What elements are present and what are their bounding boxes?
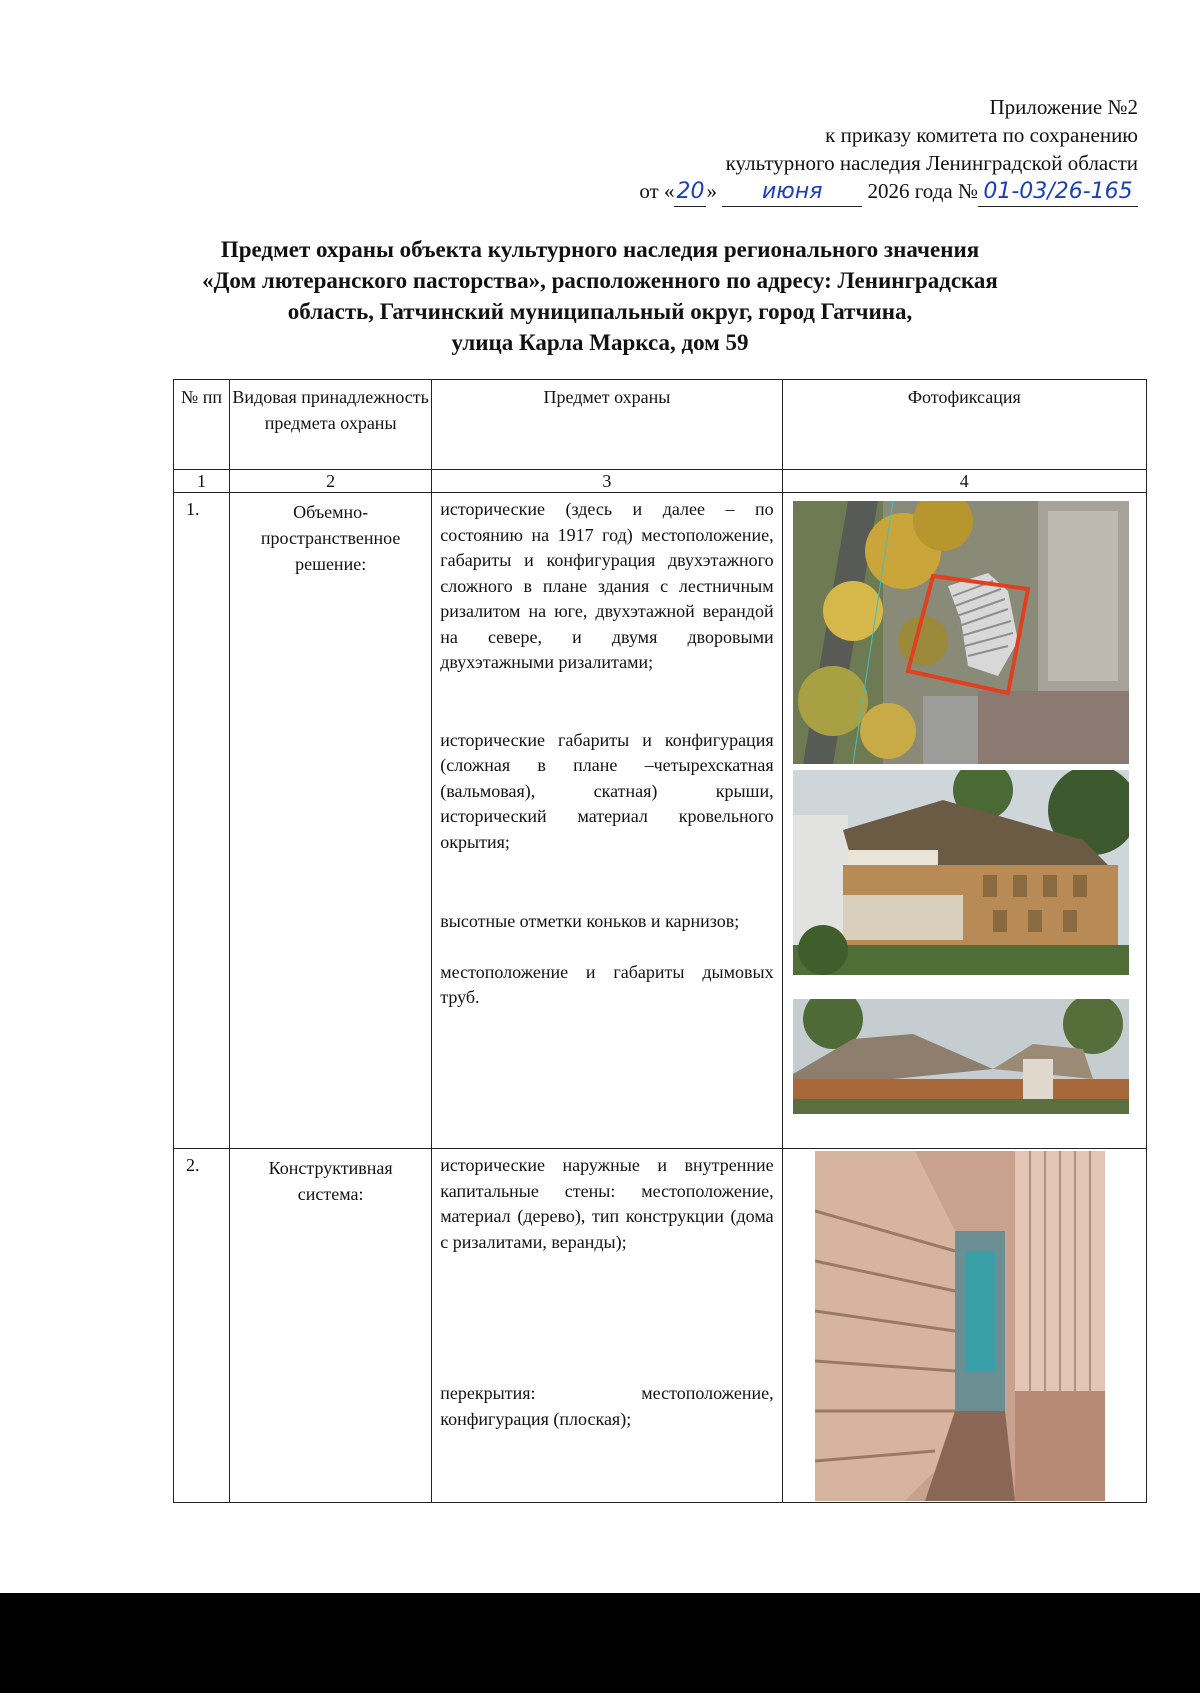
- header-photo: Фотофиксация: [782, 380, 1146, 470]
- subject-item: исторические (здесь и далее – по состоянию на 1917 год) местоположение, габариты и конфигурация двухэтажного сложного в плане здания с лестничным ризалитом на юге, двухэтажной верандой на севере, и двумя дворовыми двухэтажными ризалитами;: [440, 499, 774, 672]
- house-facade-photo: [793, 770, 1129, 975]
- appendix-title: Приложение №2: [989, 95, 1138, 119]
- subject-item: исторические габариты и конфигурация (сложная в плане –четырехскатная (вальмовая), скатная) крыши, исторический материал кровельного окрытия;: [440, 729, 774, 852]
- order-date-line: от «20» июня 2026 года № 01-03/26-165: [639, 177, 1138, 207]
- order-number: 01-03/26-165: [978, 178, 1138, 207]
- order-reference-line: к приказу комитета по сохранению: [825, 123, 1138, 147]
- row-subject: [432, 493, 782, 1149]
- committee-line: культурного наследия Ленинградской области: [725, 151, 1138, 175]
- appendix-header: [639, 93, 1138, 207]
- row-subject: [432, 1149, 782, 1503]
- order-day: 20: [674, 178, 706, 207]
- subject-item: исторические наружные и внутренние капитальные стены: местоположение, материал (дерево), тип конструкции (дома с ризалитами, веранды);: [440, 1155, 774, 1252]
- table-row: [174, 493, 1147, 1149]
- header-type: Видовая принадлежность предмета охраны: [230, 380, 432, 470]
- row-photos: [782, 1149, 1146, 1503]
- order-month: июня: [722, 178, 862, 207]
- subject-item: местоположение и габариты дымовых труб.: [440, 961, 774, 1007]
- roof-photo: [793, 999, 1129, 1114]
- row-type: Конструктивная система:: [230, 1149, 432, 1503]
- interior-photo: [815, 1151, 1105, 1501]
- row-type: Объемно-пространственное решение:: [230, 493, 432, 1149]
- subject-item: высотные отметки коньков и карнизов;: [440, 911, 740, 931]
- subject-item: перекрытия: местоположение, конфигурация (плоская);: [440, 1383, 774, 1429]
- aerial-photo: [793, 501, 1129, 764]
- table-header-row: [174, 380, 1147, 470]
- header-subject: Предмет охраны: [432, 380, 782, 470]
- row-photos: [782, 493, 1146, 1149]
- column-number-row: 1 2 3 4: [174, 470, 1147, 493]
- row-number: 1.: [174, 493, 230, 1149]
- header-number: № пп: [174, 380, 230, 470]
- scan-bottom-edge: [0, 1593, 1200, 1693]
- row-number: 2.: [174, 1149, 230, 1503]
- document-title: Предмет охраны объекта культурного наследия регионального значения «Дом лютеранского пасторства», расположенного по адресу: Ленинградская область, Гатчинский муниципальный округ, город Гатчина, улица Карла Маркса, дом 59: [202, 237, 998, 355]
- protection-subject-table: [173, 379, 1147, 1503]
- table-row: [174, 1149, 1147, 1503]
